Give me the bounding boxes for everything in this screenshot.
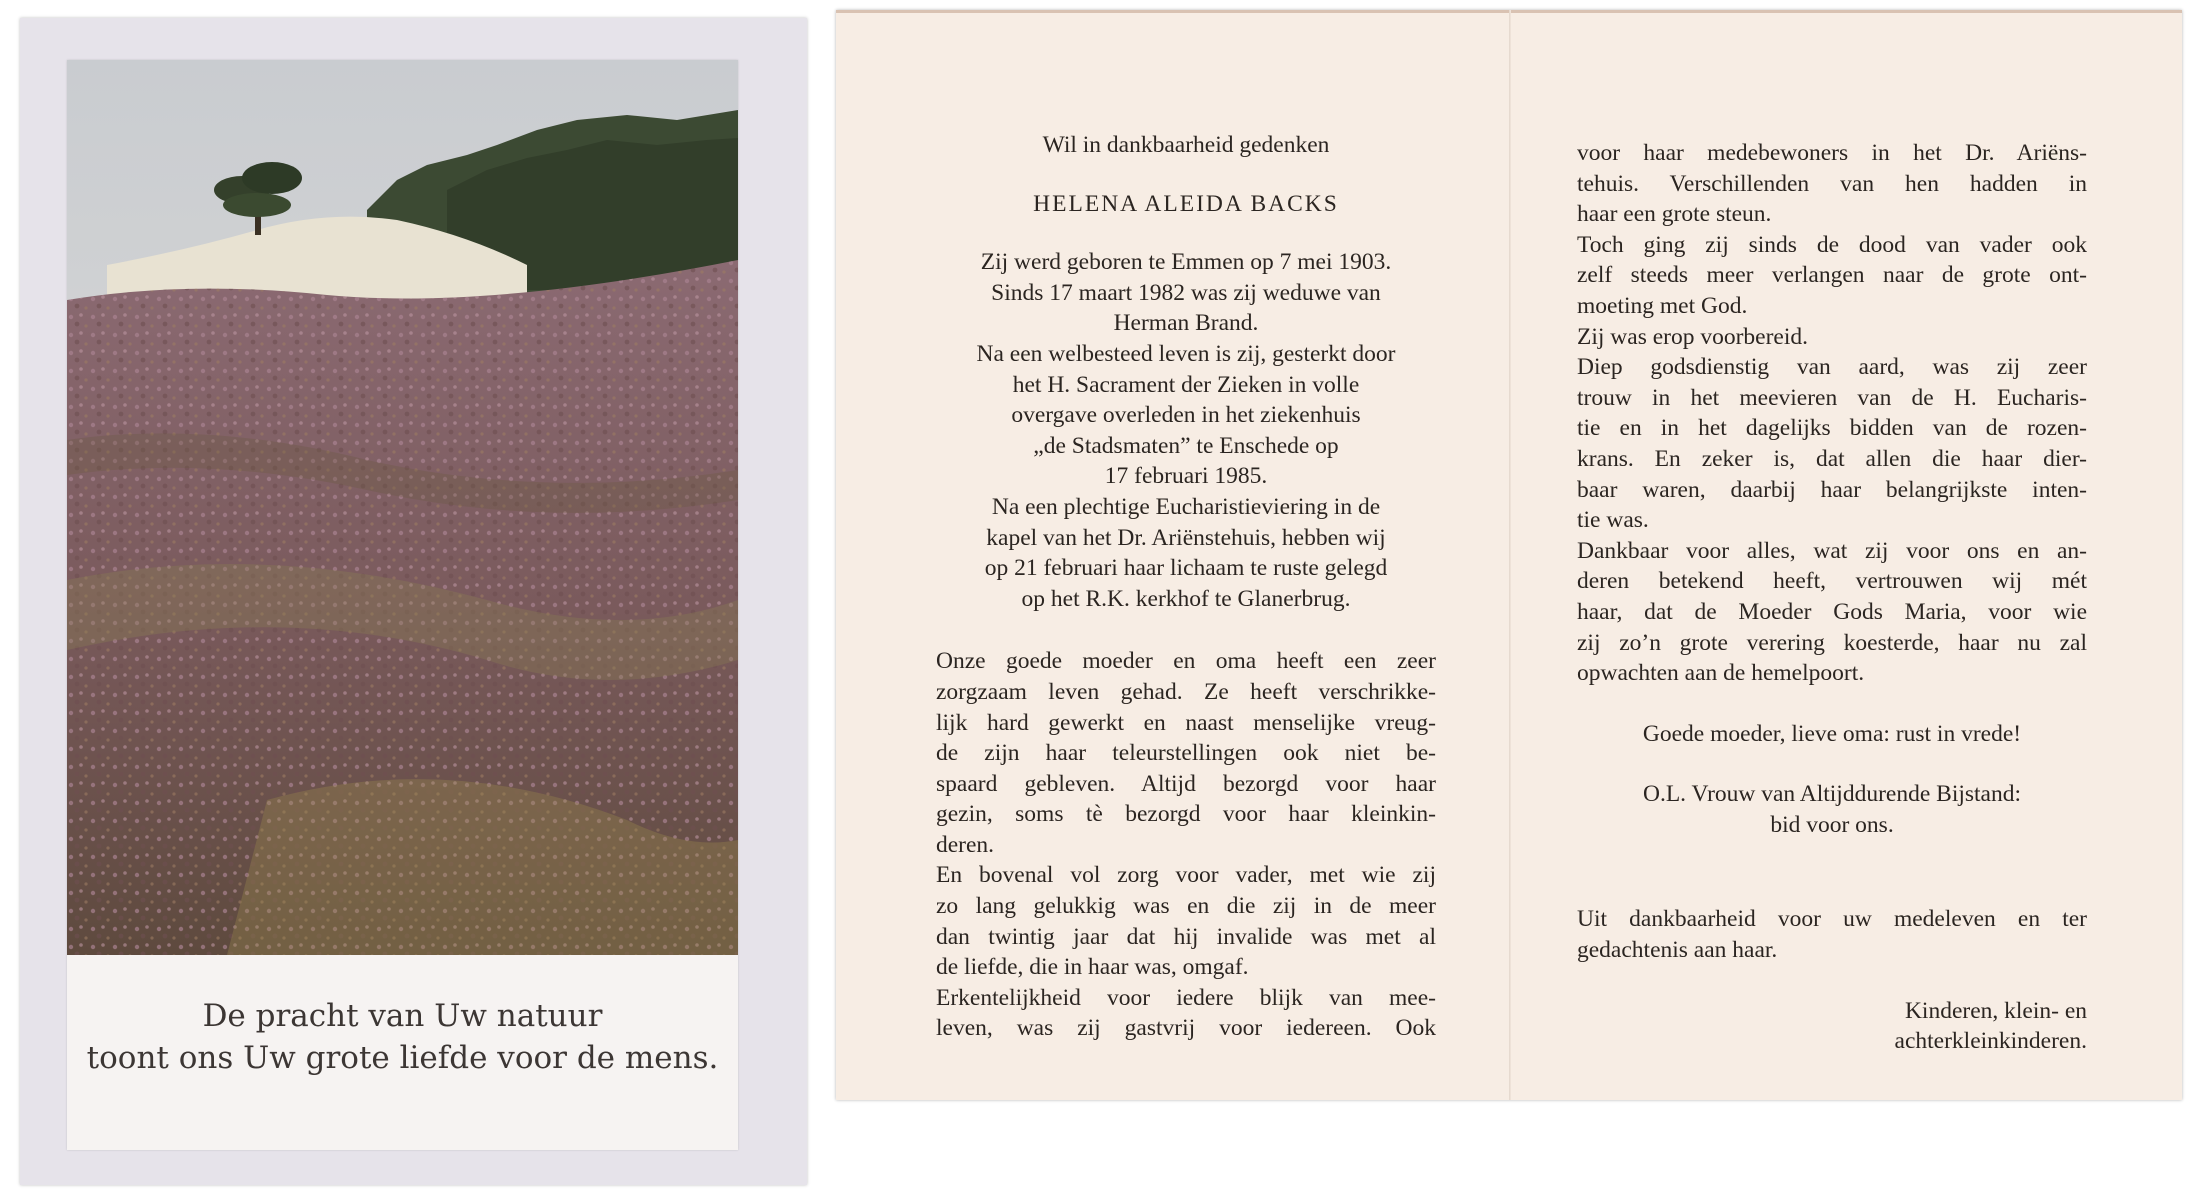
continued-line: tie was. <box>1577 507 1649 534</box>
continued-line: zij zo’n grote verering koesterde, haar nu zal <box>1577 629 2087 656</box>
memory-line: leven, was zij gastvrij voor iedereen. Ook <box>936 1015 1436 1042</box>
bio-line: overgave overleden in het ziekenhuis <box>1011 402 1361 429</box>
continued-line: tie en in het dagelijks bidden van de rozen- <box>1577 415 2087 442</box>
signature-block <box>1577 996 2087 1057</box>
continued-line: deren betekend heeft, vertrouwen wij mét <box>1577 568 2087 595</box>
caption-line: toont ons Uw grote liefde voor de mens. <box>86 1040 719 1076</box>
front-card <box>20 18 807 1185</box>
bio-line: het H. Sacrament der Zieken in volle <box>1012 371 1360 398</box>
memory-line: Erkentelijkheid voor iedere blijk van mee- <box>936 984 1436 1011</box>
bio-line: Herman Brand. <box>1113 310 1259 337</box>
memory-line: Onze goede moeder en oma heeft een zeer <box>936 648 1436 675</box>
bio-line: Na een plechtige Eucharistieviering in de <box>991 493 1381 520</box>
continued-paragraph <box>1577 138 2087 689</box>
bio-line: 17 februari 1985. <box>1104 463 1268 490</box>
memory-paragraph <box>936 646 1436 1044</box>
prayer-block <box>1577 779 2087 840</box>
continued-line: opwachten aan de hemelpoort. <box>1577 660 1865 687</box>
bio-line: „de Stadsmaten” te Enschede op <box>1033 432 1339 459</box>
farewell-line: Goede moeder, lieve oma: rust in vrede! <box>1642 720 2022 747</box>
continued-line: tehuis. Verschillenden van hen hadden in <box>1577 170 2087 197</box>
memory-line: lijk hard gewerkt en naast menselijke vreug- <box>936 709 1436 736</box>
thanks-line: gedachtenis aan haar. <box>1577 937 1778 964</box>
signature-line: Kinderen, klein- en <box>1904 997 2087 1024</box>
inside-left-page <box>936 130 1436 1044</box>
thanks-block <box>1577 904 2087 965</box>
memory-line: En bovenal vol zorg voor vader, met wie zij <box>936 862 1436 889</box>
bio-line: kapel van het Dr. Ariënstehuis, hebben wij <box>986 524 1386 551</box>
signature-line: achterkleinkinderen. <box>1894 1028 2087 1055</box>
biography-block <box>936 247 1436 614</box>
memory-line: deren. <box>936 831 995 858</box>
card-fold-line <box>1509 10 1511 1100</box>
continued-line: Toch ging zij sinds de dood van vader ook <box>1577 231 2087 258</box>
bio-line: op 21 februari haar lichaam te ruste gelegd <box>984 555 1388 582</box>
front-caption <box>67 955 738 1150</box>
bio-line: Sinds 17 maart 1982 was zij weduwe van <box>991 279 1381 306</box>
memory-line: zo lang gelukkig was en die zij in de meer <box>936 893 1436 920</box>
continued-line: Diep godsdienstig van aard, was zij zeer <box>1577 354 2087 381</box>
inside-right-page <box>1577 138 2087 1057</box>
continued-line: haar, dat de Moeder Gods Maria, voor wie <box>1577 598 2087 625</box>
continued-line: krans. En zeker is, dat allen die haar dier- <box>1577 445 2087 472</box>
intro-heading: Wil in dankbaarheid gedenken <box>1042 132 1330 158</box>
continued-line: baar waren, daarbij haar belangrijkste inten- <box>1577 476 2087 503</box>
continued-line: Dankbaar voor alles, wat zij voor ons en an- <box>1577 537 2087 564</box>
bio-line: op het R.K. kerkhof te Glanerbrug. <box>1021 585 1351 612</box>
prayer-line: O.L. Vrouw van Altijddurende Bijstand: <box>1642 781 2022 808</box>
continued-line: trouw in het meevieren van de H. Eucharis- <box>1577 384 2087 411</box>
memory-line: de liefde, die in haar was, omgaf. <box>936 954 1249 981</box>
deceased-name: HELENA ALEIDA BACKS <box>1033 190 1339 217</box>
thanks-line: Uit dankbaarheid voor uw medeleven en ter <box>1577 906 2087 933</box>
front-card-inner <box>67 60 738 1150</box>
heathland-photo <box>67 60 738 955</box>
prayer-line: bid voor ons. <box>1770 811 1894 838</box>
inside-card <box>836 10 2182 1100</box>
memory-line: dan twintig jaar dat hij invalide was met al <box>936 923 1436 950</box>
bio-line: Na een welbesteed leven is zij, gesterkt door <box>976 340 1396 367</box>
bio-line: Zij werd geboren te Emmen op 7 mei 1903. <box>980 249 1392 276</box>
memory-line: gezin, soms tè bezorgd voor haar kleinkin- <box>936 801 1436 828</box>
caption-line: De pracht van Uw natuur <box>202 998 603 1034</box>
continued-line: zelf steeds meer verlangen naar de grote ont- <box>1577 262 2087 289</box>
memory-line: zorgzaam leven gehad. Ze heeft verschrikke- <box>936 678 1436 705</box>
memory-line: de zijn haar teleurstellingen ook niet be- <box>936 740 1436 767</box>
memory-line: spaard gebleven. Altijd bezorgd voor haar <box>936 770 1436 797</box>
continued-line: Zij was erop voorbereid. <box>1577 323 1809 350</box>
continued-line: moeting met God. <box>1577 292 1748 319</box>
continued-line: haar een grote steun. <box>1577 201 1772 228</box>
continued-line: voor haar medebewoners in het Dr. Ariëns- <box>1577 140 2087 166</box>
